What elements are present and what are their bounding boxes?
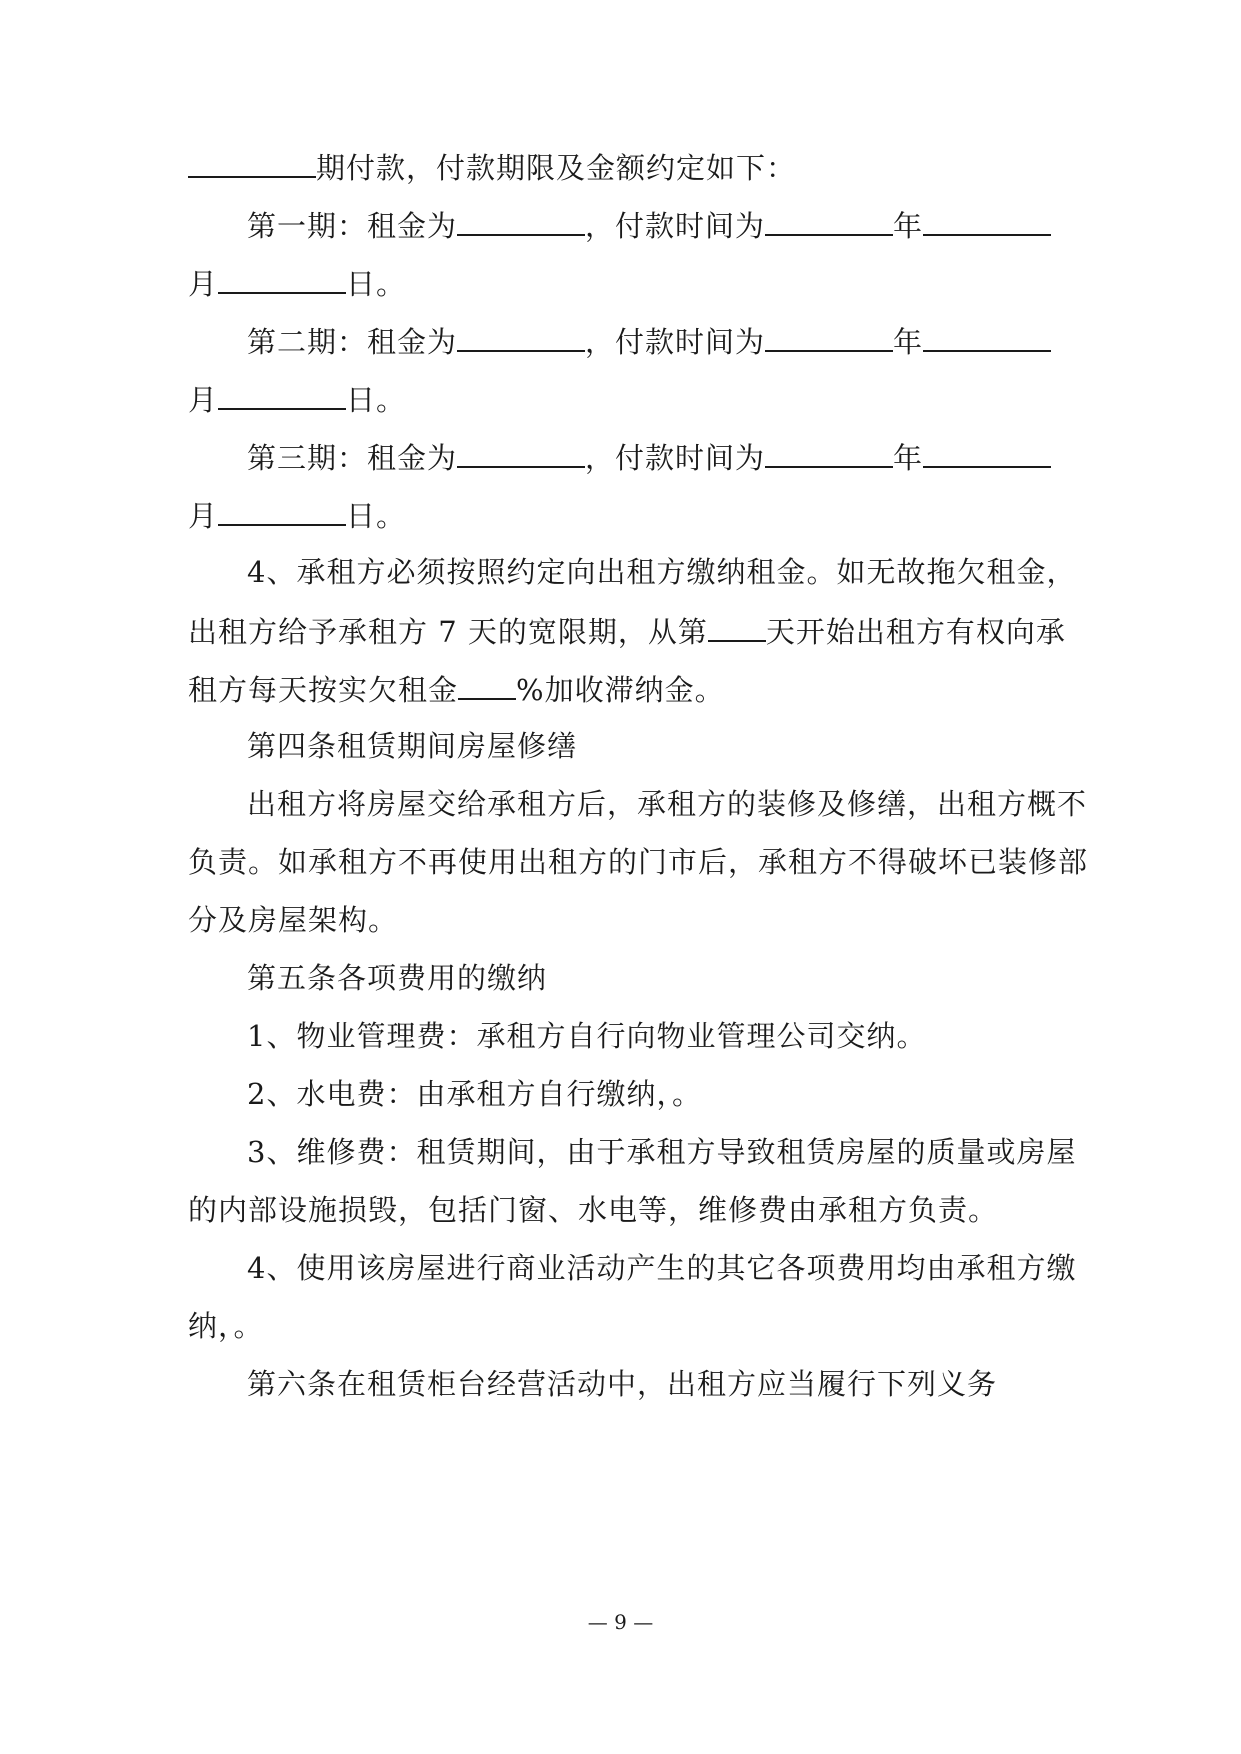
article-4-line-3: 分及房屋架构。 (188, 903, 399, 937)
period-3-date-line (188, 494, 406, 536)
period-2-line (247, 320, 1051, 362)
period-1-label: 第一期：租金为 (247, 209, 458, 243)
period-3-line (247, 436, 1051, 478)
blank-field (457, 436, 585, 468)
payment-time-label: ，付款时间为 (585, 209, 766, 243)
payment-intro-text: 期付款，付款期限及金额约定如下： (316, 151, 797, 185)
blank-field (765, 436, 893, 468)
payment-intro-line (188, 146, 796, 188)
clause-4-text-d: %加收滞纳金。 (516, 673, 725, 707)
blank-field (923, 436, 1051, 468)
clause-4-text-c: 租方每天按实欠租金 (188, 673, 459, 707)
blank-field (457, 204, 585, 236)
blank-field (457, 320, 585, 352)
year-label: 年 (893, 325, 924, 359)
month-label: 月 (188, 383, 219, 417)
blank-field (923, 320, 1051, 352)
period-2-label: 第二期：租金为 (247, 325, 458, 359)
day-label: 日。 (346, 499, 407, 533)
article-4-line-1: 出租方将房屋交给承租方后，承租方的装修及修缮，出租方概不 (247, 787, 1088, 821)
clause-4-line-2 (188, 610, 1066, 652)
blank-field (765, 320, 893, 352)
article-6-title: 第六条在租赁柜台经营活动中，出租方应当履行下列义务 (247, 1367, 998, 1401)
month-label: 月 (188, 499, 219, 533)
page-number: — 9 — (587, 1610, 654, 1634)
year-label: 年 (893, 441, 924, 475)
article-5-item-3-line-2: 的内部设施损毁，包括门窗、水电等，维修费由承租方负责。 (188, 1193, 999, 1227)
article-5-item-4-line-2: 纳，。 (188, 1309, 264, 1343)
clause-4-text-b: 天开始出租方有权向承 (765, 615, 1066, 649)
blank-field (188, 146, 316, 178)
article-5-item-2: 2、水电费：由承租方自行缴纳，。 (247, 1077, 702, 1111)
clause-4-line-1: 4、承租方必须按照约定向出租方缴纳租金。如无故拖欠租金， (247, 555, 1077, 589)
period-1-line (247, 204, 1051, 246)
article-5-item-1: 1、物业管理费：承租方自行向物业管理公司交纳。 (247, 1019, 927, 1053)
blank-field (218, 378, 346, 410)
clause-4-line-3 (188, 668, 725, 710)
day-label: 日。 (346, 267, 407, 301)
clause-4-text-a: 出租方给予承租方 7 天的宽限期，从第 (188, 615, 708, 649)
payment-time-label: ，付款时间为 (585, 441, 766, 475)
period-3-label: 第三期：租金为 (247, 441, 458, 475)
blank-field (218, 262, 346, 294)
article-4-title: 第四条租赁期间房屋修缮 (247, 729, 578, 763)
blank-field (923, 204, 1051, 236)
article-5-item-3-line-1: 3、维修费：租赁期间，由于承租方导致租赁房屋的质量或房屋 (247, 1135, 1077, 1169)
year-label: 年 (893, 209, 924, 243)
article-4-line-2: 负责。如承租方不再使用出租方的门市后，承租方不得破坏已装修部 (188, 845, 1089, 879)
month-label: 月 (188, 267, 219, 301)
payment-time-label: ，付款时间为 (585, 325, 766, 359)
blank-field (218, 494, 346, 526)
article-5-title: 第五条各项费用的缴纳 (247, 961, 548, 995)
day-label: 日。 (346, 383, 407, 417)
blank-field (708, 610, 766, 642)
period-1-date-line (188, 262, 406, 304)
article-5-item-4-line-1: 4、使用该房屋进行商业活动产生的其它各项费用均由承租方缴 (247, 1251, 1077, 1285)
period-2-date-line (188, 378, 406, 420)
blank-field (765, 204, 893, 236)
blank-field (458, 668, 516, 700)
